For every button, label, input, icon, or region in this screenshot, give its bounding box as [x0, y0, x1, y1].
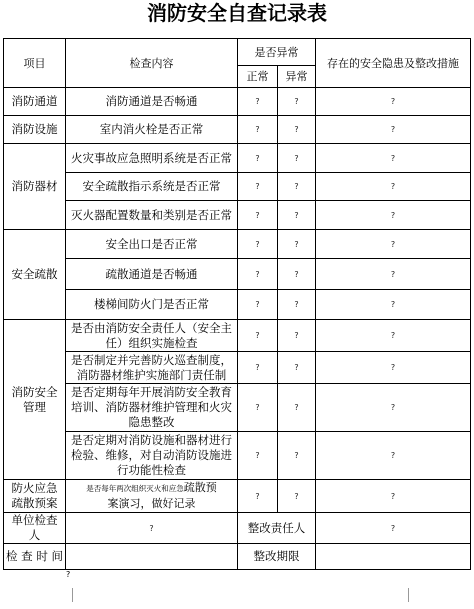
anomaly-cell[interactable]: ?: [278, 432, 316, 480]
check-item: 安全出口是否正常: [66, 230, 238, 259]
hazard-cell[interactable]: ?: [316, 230, 471, 259]
hazard-cell[interactable]: ?: [316, 201, 471, 230]
check-item: 是否制定并完善防火巡查制度，消防器材维护实施部门责任制: [66, 352, 238, 384]
anomaly-cell[interactable]: ?: [278, 173, 316, 201]
normal-cell[interactable]: ?: [238, 144, 278, 173]
group-fire-facilities: 消防设施: [4, 116, 66, 144]
anomaly-cell[interactable]: ?: [278, 88, 316, 116]
header-content: 检查内容: [66, 39, 238, 88]
anomaly-cell[interactable]: ?: [278, 352, 316, 384]
inspection-table: [3, 38, 471, 570]
anomaly-cell[interactable]: ?: [278, 320, 316, 352]
normal-cell[interactable]: ?: [238, 173, 278, 201]
inspector-value[interactable]: ?: [66, 513, 238, 544]
hazard-cell[interactable]: ?: [316, 352, 471, 384]
normal-cell[interactable]: ?: [238, 259, 278, 290]
group-safe-evacuation: 安全疏散: [4, 230, 66, 320]
anomaly-cell[interactable]: ?: [278, 384, 316, 432]
page-corner-mark: [62, 588, 73, 602]
inspector-label: 单位检查人: [4, 513, 66, 544]
check-item: 是否定期对消防设施和器材进行检验、维修，对自动消防设施进行功能性检查: [66, 432, 238, 480]
header-normal: 正常: [238, 66, 278, 88]
hazard-cell[interactable]: ?: [316, 290, 471, 320]
check-item: 灭火器配置数量和类别是否正常: [66, 201, 238, 230]
anomaly-cell[interactable]: ?: [278, 290, 316, 320]
group-safety-management: 消防安全管理: [4, 320, 66, 480]
group-fire-passage: 消防通道: [4, 88, 66, 116]
normal-cell[interactable]: ?: [238, 201, 278, 230]
check-item: 火灾事故应急照明系统是否正常: [66, 144, 238, 173]
check-item-big1: 疏散预: [183, 481, 217, 494]
footer-note: ?: [66, 570, 71, 579]
hazard-cell[interactable]: ?: [316, 432, 471, 480]
time-label: 检 查 时 间: [4, 544, 66, 570]
time-value[interactable]: [66, 544, 238, 570]
check-item: 是否由消防安全责任人（安全主任）组织实施检查: [66, 320, 238, 352]
deadline-value[interactable]: [316, 544, 471, 570]
group-emergency-plan: 防火应急疏散预案: [4, 480, 66, 513]
hazard-cell[interactable]: ?: [316, 173, 471, 201]
normal-cell[interactable]: ?: [238, 480, 278, 513]
anomaly-cell[interactable]: ?: [278, 230, 316, 259]
responsible-label: 整改责任人: [238, 513, 316, 544]
check-item-big2: 案演习，做好记录: [107, 497, 196, 510]
check-item: 室内消火栓是否正常: [66, 116, 238, 144]
deadline-label: 整改期限: [238, 544, 316, 570]
normal-cell[interactable]: ?: [238, 352, 278, 384]
check-item: 是否定期每年开展消防安全教育培训、消防器材维护管理和火灾隐患整改: [66, 384, 238, 432]
anomaly-cell[interactable]: ?: [278, 116, 316, 144]
normal-cell[interactable]: ?: [238, 230, 278, 259]
header-hazard: 存在的安全隐患及整改措施: [316, 39, 471, 88]
anomaly-cell[interactable]: ?: [278, 259, 316, 290]
header-item: 项目: [4, 39, 66, 88]
hazard-cell[interactable]: ?: [316, 384, 471, 432]
check-item: 安全疏散指示系统是否正常: [66, 173, 238, 201]
normal-cell[interactable]: ?: [238, 116, 278, 144]
check-item: 疏散通道是否畅通: [66, 259, 238, 290]
normal-cell[interactable]: ?: [238, 88, 278, 116]
anomaly-cell[interactable]: ?: [278, 480, 316, 513]
normal-cell[interactable]: ?: [238, 290, 278, 320]
header-anomaly: 异常: [278, 66, 316, 88]
page-corner-mark: [408, 588, 419, 602]
header-abnormal: 是否异常: [238, 39, 316, 66]
anomaly-cell[interactable]: ?: [278, 144, 316, 173]
hazard-cell[interactable]: ?: [316, 88, 471, 116]
hazard-cell[interactable]: ?: [316, 144, 471, 173]
hazard-cell[interactable]: ?: [316, 480, 471, 513]
anomaly-cell[interactable]: ?: [278, 201, 316, 230]
hazard-cell[interactable]: ?: [316, 116, 471, 144]
hazard-cell[interactable]: ?: [316, 259, 471, 290]
check-item: [66, 480, 238, 513]
normal-cell[interactable]: ?: [238, 432, 278, 480]
responsible-value[interactable]: ?: [316, 513, 471, 544]
check-item-small: 是否每年两次组织灭火和应急: [86, 484, 184, 493]
group-fire-equipment: 消防器材: [4, 144, 66, 230]
normal-cell[interactable]: ?: [238, 384, 278, 432]
hazard-cell[interactable]: ?: [316, 320, 471, 352]
check-item: 楼梯间防火门是否正常: [66, 290, 238, 320]
normal-cell[interactable]: ?: [238, 320, 278, 352]
check-item: 消防通道是否畅通: [66, 88, 238, 116]
page-title: 消防安全自查记录表: [147, 1, 327, 25]
